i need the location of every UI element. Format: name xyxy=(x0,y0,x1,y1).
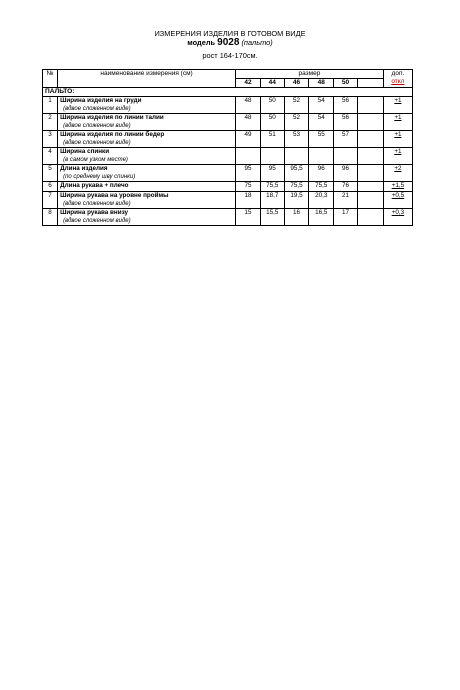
col-tolerance-header xyxy=(383,70,412,88)
tolerance-cell xyxy=(383,148,412,165)
row-number: 4 xyxy=(43,148,58,165)
measurement-name-cell xyxy=(58,165,236,182)
size-value: 51 xyxy=(260,131,284,148)
size-value: 57 xyxy=(334,131,358,148)
row-number: 1 xyxy=(43,97,58,114)
section-label: ПАЛЬТО: xyxy=(43,88,413,97)
size-value-empty xyxy=(357,114,383,131)
measurement-name: Ширина рукава внизу xyxy=(60,209,129,216)
size-value: 55 xyxy=(309,131,334,148)
tolerance-value: +1 xyxy=(394,148,402,155)
size-value: 48 xyxy=(236,114,261,131)
row-number: 8 xyxy=(43,209,58,226)
size-value: 96 xyxy=(334,165,358,182)
size-value: 95 xyxy=(260,165,284,182)
size-value-empty xyxy=(357,192,383,209)
tolerance-cell xyxy=(383,182,412,192)
row-number: 2 xyxy=(43,114,58,131)
table-row xyxy=(43,182,413,192)
size-value: 48 xyxy=(236,97,261,114)
height-range: рост 164-170см. xyxy=(202,51,258,60)
size-value: 75,5 xyxy=(260,182,284,192)
measurement-name-cell xyxy=(58,192,236,209)
size-header: 44 xyxy=(260,79,284,88)
row-number: 7 xyxy=(43,192,58,209)
table-row xyxy=(43,165,413,182)
tolerance-cell xyxy=(383,131,412,148)
measurement-name: Ширина изделия на груди xyxy=(60,97,142,104)
tolerance-header-top: доп. xyxy=(391,70,405,77)
col-name-header: наименование измерения (см) xyxy=(58,70,236,88)
model-line xyxy=(0,38,460,48)
size-value-empty xyxy=(357,165,383,182)
size-value: 54 xyxy=(309,114,334,131)
size-value xyxy=(309,148,334,165)
measurement-note: (вдвое сложенном виде) xyxy=(63,201,131,207)
table-row xyxy=(43,148,413,165)
row-number: 6 xyxy=(43,182,58,192)
size-value-empty xyxy=(357,209,383,226)
header-row xyxy=(43,70,413,79)
size-value: 95,5 xyxy=(284,165,309,182)
measurement-name-cell xyxy=(58,131,236,148)
size-value: 54 xyxy=(309,97,334,114)
measurement-name: Ширина рукава на уровне проймы xyxy=(60,192,169,199)
size-value xyxy=(334,148,358,165)
size-value: 18,7 xyxy=(260,192,284,209)
size-value: 56 xyxy=(334,114,358,131)
size-value xyxy=(236,148,261,165)
tolerance-value: +0,5 xyxy=(391,192,405,199)
tolerance-value: +0,3 xyxy=(391,209,405,216)
size-value: 52 xyxy=(284,114,309,131)
size-value: 16 xyxy=(284,209,309,226)
measurement-note: (вдвое сложенном виде) xyxy=(63,123,131,129)
section-row xyxy=(43,88,413,97)
size-value: 15,5 xyxy=(260,209,284,226)
measurement-note: (в самом узком месте) xyxy=(63,157,128,163)
document-title: ИЗМЕРЕНИЯ ИЗДЕЛИЯ В ГОТОВОМ ВИДЕ xyxy=(154,29,306,38)
size-value: 53 xyxy=(284,131,309,148)
size-value: 76 xyxy=(334,182,358,192)
size-header: 48 xyxy=(309,79,334,88)
size-header-empty xyxy=(357,79,383,88)
size-value: 49 xyxy=(236,131,261,148)
tolerance-value: +2 xyxy=(394,165,402,172)
tolerance-value: +1 xyxy=(394,97,402,104)
tolerance-cell xyxy=(383,97,412,114)
tolerance-cell xyxy=(383,165,412,182)
size-header: 46 xyxy=(284,79,309,88)
measurement-name: Длина рукава + плечо xyxy=(60,182,129,189)
size-value xyxy=(284,148,309,165)
size-value-empty xyxy=(357,131,383,148)
model-label: модель xyxy=(187,38,216,47)
tolerance-header-bottom: откл xyxy=(391,78,405,85)
measurement-name: Ширина спинки xyxy=(60,148,110,155)
measurement-name-cell xyxy=(58,97,236,114)
col-number-header: № xyxy=(43,70,58,88)
table-row xyxy=(43,114,413,131)
measurement-name-cell xyxy=(58,209,236,226)
size-value-empty xyxy=(357,148,383,165)
table-row xyxy=(43,209,413,226)
tolerance-cell xyxy=(383,209,412,226)
measurement-note: (вдвое сложенном виде) xyxy=(63,106,131,112)
table-row xyxy=(43,131,413,148)
size-value: 95 xyxy=(236,165,261,182)
measurement-name-cell xyxy=(58,114,236,131)
measurement-note: (вдвое сложенном виде) xyxy=(63,218,131,224)
size-value: 21 xyxy=(334,192,358,209)
size-value: 19,5 xyxy=(284,192,309,209)
size-value-empty xyxy=(357,182,383,192)
model-type: (пальто) xyxy=(241,38,273,47)
size-value: 16,5 xyxy=(309,209,334,226)
size-header: 50 xyxy=(334,79,358,88)
table-row xyxy=(43,192,413,209)
size-value: 75,5 xyxy=(284,182,309,192)
row-number: 3 xyxy=(43,131,58,148)
measurement-name: Ширина изделия по линии талии xyxy=(60,114,164,121)
col-size-header: размер xyxy=(236,70,384,79)
measurement-name: Ширина изделия по линии бедер xyxy=(60,131,165,138)
size-header: 42 xyxy=(236,79,261,88)
size-value: 15 xyxy=(236,209,261,226)
tolerance-cell xyxy=(383,114,412,131)
size-value: 18 xyxy=(236,192,261,209)
size-value: 20,3 xyxy=(309,192,334,209)
tolerance-value: +1 xyxy=(394,131,402,138)
table-row xyxy=(43,97,413,114)
measurement-name-cell xyxy=(58,182,236,192)
size-value: 50 xyxy=(260,97,284,114)
size-value: 75,5 xyxy=(309,182,334,192)
measurement-note: (вдвое сложенном виде) xyxy=(63,140,131,146)
measurement-name: Длина изделия xyxy=(60,165,108,172)
size-value: 96 xyxy=(309,165,334,182)
measurement-name-cell xyxy=(58,148,236,165)
tolerance-cell xyxy=(383,192,412,209)
model-number: 9028 xyxy=(217,37,240,48)
measurements-table xyxy=(42,69,413,226)
size-value-empty xyxy=(357,97,383,114)
row-number: 5 xyxy=(43,165,58,182)
size-value: 56 xyxy=(334,97,358,114)
size-value: 50 xyxy=(260,114,284,131)
size-value: 52 xyxy=(284,97,309,114)
tolerance-value: +1,5 xyxy=(391,182,405,189)
tolerance-value: +1 xyxy=(394,114,402,121)
size-value: 75 xyxy=(236,182,261,192)
size-value xyxy=(260,148,284,165)
measurement-note: (по среднему шву спинки) xyxy=(63,174,136,180)
size-value: 17 xyxy=(334,209,358,226)
